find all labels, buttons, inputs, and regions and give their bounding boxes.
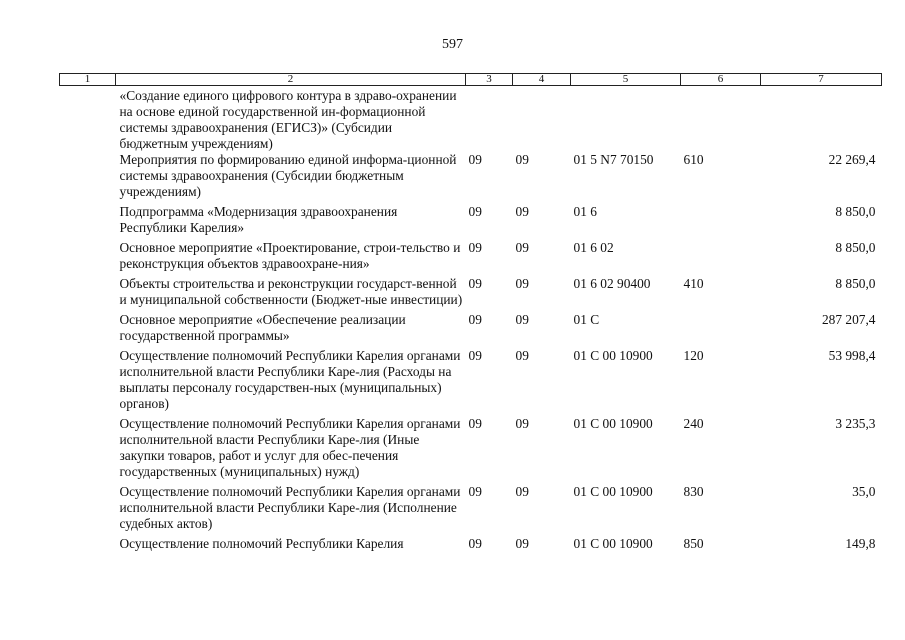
row-index-cell [60,272,116,308]
budget-table [59,73,882,552]
row-index-cell [60,200,116,236]
amount: 8 850,0 [835,276,876,291]
table-row [60,344,882,412]
expense-name: Осуществление полномочий Республики Карелия органами исполнительной власти Республики Каре-лия (Расходы на выплаты персоналу государствен-ных (муниципальных) органов) [119,348,461,411]
column-header-7: 7 [761,74,882,86]
subsection-code: 09 [515,152,529,167]
target-article-code: 01 6 02 90400 [573,276,651,291]
column-header-5: 5 [571,74,681,86]
target-article-code: 01 6 02 [573,240,614,255]
amount: 8 850,0 [835,240,876,255]
amount: 22 269,4 [828,152,876,167]
table-row [60,532,882,552]
target-article-code: 01 С 00 10900 [573,484,653,499]
subsection-code: 09 [515,312,529,327]
row-index-cell [60,532,116,552]
expense-name: «Создание единого цифрового контура в здраво-охранении на основе единой государственной ин-формационной системы здравоохранения (ЕГИСЗ)» (Субсидии бюджетным учреждениям) [119,88,457,151]
amount [761,86,882,153]
section-code: 09 [468,348,482,363]
expense-type-code: 850 [683,536,704,551]
section-code: 09 [468,312,482,327]
section-code: 09 [468,240,482,255]
expense-type-code: 240 [683,416,704,431]
table-header [60,74,882,86]
row-index-cell [60,412,116,480]
subsection-code: 09 [515,416,529,431]
expense-name: Осуществление полномочий Республики Карелия органами исполнительной власти Республики Каре-лия (Исполнение судебных актов) [119,484,461,531]
amount: 53 998,4 [828,348,876,363]
table-row [60,200,882,236]
table-body [60,86,882,553]
column-header-4: 4 [513,74,571,86]
subsection-code: 09 [515,348,529,363]
expense-name: Подпрограмма «Модернизация здравоохранения Республики Карелия» [119,204,398,235]
subsection-code: 09 [515,276,529,291]
target-article-code: 01 С 00 10900 [573,416,653,431]
target-article-code: 01 С 00 10900 [573,536,653,551]
amount: 35,0 [852,484,876,499]
expense-name: Осуществление полномочий Республики Карелия [119,536,404,551]
expense-name: Основное мероприятие «Обеспечение реализации государственной программы» [119,312,406,343]
amount: 287 207,4 [821,312,876,327]
table-row [60,152,882,200]
expense-name: Осуществление полномочий Республики Карелия органами исполнительной власти Республики Каре-лия (Иные закупки товаров, работ и услуг для обес-печения государственных (муниципальных) нужд) [119,416,461,479]
target-article-code: 01 6 [573,204,597,219]
section-code: 09 [468,204,482,219]
table-row [60,480,882,532]
target-article-code [571,86,681,153]
expense-type-code [681,200,761,236]
row-index-cell [60,480,116,532]
row-index-cell [60,152,116,200]
section-code: 09 [468,276,482,291]
column-header-1: 1 [60,74,116,86]
target-article-code: 01 5 N7 70150 [573,152,654,167]
expense-name: Основное мероприятие «Проектирование, строи-тельство и реконструкция объектов здравоохране-ния» [119,240,461,271]
amount: 3 235,3 [835,416,876,431]
table-row [60,272,882,308]
table-row [60,308,882,344]
section-code: 09 [468,416,482,431]
expense-type-code [681,236,761,272]
subsection-code: 09 [515,240,529,255]
amount: 149,8 [845,536,876,551]
column-header-3: 3 [466,74,513,86]
target-article-code: 01 С [573,312,600,327]
section-code: 09 [468,536,482,551]
subsection-code: 09 [515,204,529,219]
table-row [60,412,882,480]
amount: 8 850,0 [835,204,876,219]
column-header-2: 2 [116,74,466,86]
subsection-code [513,86,571,153]
section-code: 09 [468,152,482,167]
target-article-code: 01 С 00 10900 [573,348,653,363]
row-index-cell [60,344,116,412]
subsection-code: 09 [515,484,529,499]
expense-name: Мероприятия по формированию единой информа-ционной системы здравоохранения (Субсидии бюджетным учреждениям) [119,152,457,199]
expense-type-code: 830 [683,484,704,499]
section-code [466,86,513,153]
expense-type-code [681,308,761,344]
row-index-cell [60,308,116,344]
column-number-row [60,74,882,86]
table-row [60,86,882,153]
table-row [60,236,882,272]
subsection-code: 09 [515,536,529,551]
row-index-cell [60,86,116,153]
page-number: 597 [442,37,463,52]
expense-type-code: 120 [683,348,704,363]
expense-type-code [681,86,761,153]
expense-type-code: 610 [683,152,704,167]
row-index-cell [60,236,116,272]
column-header-6: 6 [681,74,761,86]
expense-type-code: 410 [683,276,704,291]
section-code: 09 [468,484,482,499]
expense-name: Объекты строительства и реконструкции государст-венной и муниципальной собственности (Бюджет-ные инвестиции) [119,276,463,307]
